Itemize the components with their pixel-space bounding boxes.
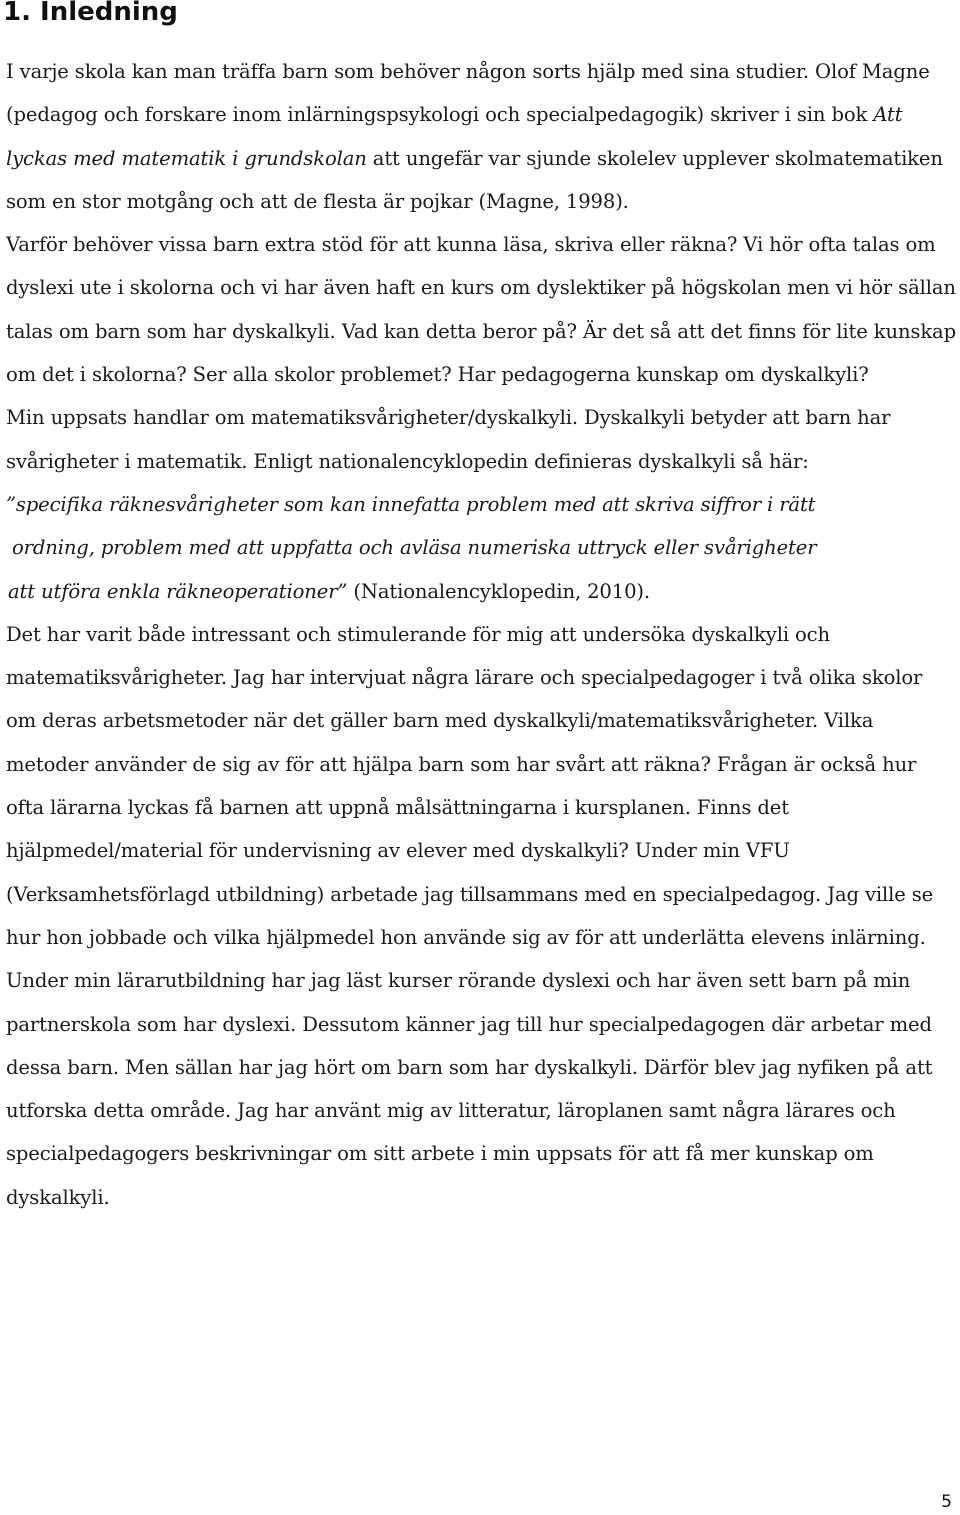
page-number: 5 xyxy=(941,1492,952,1512)
book-title: Att lyckas med matematik i grundskolan xyxy=(6,103,903,170)
quote-line-3: att utföra enkla räkneoperationer” xyxy=(8,579,348,603)
paragraph-intro xyxy=(6,50,958,223)
definition-quote xyxy=(6,483,958,613)
quote-line-3-wrap xyxy=(6,570,958,613)
paragraph-intro-text-1: I varje skola kan man träffa barn som behöver någon sorts hjälp med sina studier. Olof Magne (pedagog och forskare inom inlärningspsykologi och specialpedagogik) skriver i sin bok xyxy=(6,60,930,127)
paragraph-topic: Min uppsats handlar om matematiksvårigheter/dyskalkyli. Dyskalkyli betyder att barn har svårigheter i matematik. Enligt nationalencyklopedin definieras dyskalkyli så här: xyxy=(6,406,891,473)
body-text xyxy=(6,50,958,1219)
quote-citation: (Nationalencyklopedin, 2010). xyxy=(347,579,650,603)
paragraph-questions: Varför behöver vissa barn extra stöd för att kunna läsa, skriva eller räkna? Vi hör ofta talas om dyslexi ute i skolorna och vi har även haft en kurs om dyslektiker på högskolan men vi hör sällan talas om barn som har dyskalkyli. Vad kan detta beror på? Är det så att det finns för lite kunskap om det i skolorna? Ser alla skolor problemet? Har pedagogerna kunskap om dyskalkyli? xyxy=(6,233,956,387)
quote-line-1: ”specifika räknesvårigheter som kan innefatta problem med att skriva siffror i rätt xyxy=(6,492,816,516)
quote-line-2: ordning, problem med att uppfatta och avläsa numeriska uttryck eller svårigheter xyxy=(12,536,817,560)
paragraph-motivation: Det har varit både intressant och stimulerande för mig att undersöka dyskalkyli och matematiksvårigheter. Jag har intervjuat några lärare och specialpedagoger i två olika skolor om deras arbetsmetoder när det gäller barn med dyskalkyli/matematiksvårigheter. Vilka metoder använder de sig av för att hjälpa barn som har svårt att räkna? Frågan är också hur ofta lärarna lyckas få barnen att uppnå målsättningarna i kursplanen. Finns det hjälpmedel/material för undervisning av elever med dyskalkyli? Under min VFU (Verksamhetsförlagd utbildning) arbetade jag tillsammans med en specialpedagog. Jag ville se hur hon jobbade och vilka hjälpmedel hon använde sig av för att underlätta elevens inlärning. Under min lärarutbildning har jag läst kurser rörande dyslexi och har även sett barn på min partnerskola som har dyslexi. Dessutom känner jag till hur specialpedagogen där arbetar med dessa barn. Men sällan har jag hört om barn som har dyskalkyli. Därför blev jag nyfiken på att utforska detta område. Jag har använt mig av litteratur, läroplanen samt några lärares och specialpedagogers beskrivningar om sitt arbete i min uppsats för att få mer kunskap om dyskalkyli. xyxy=(6,622,934,1209)
paragraph-intro-text-2: att ungefär var sjunde skolelev upplever skolmatematiken som en stor motgång och att de flesta är pojkar (Magne, 1998). xyxy=(6,146,943,213)
section-heading: 1. Inledning xyxy=(3,0,178,27)
